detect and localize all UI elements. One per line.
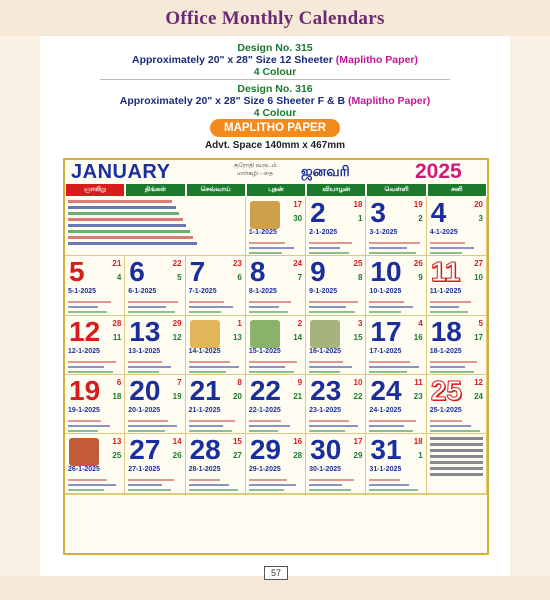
tamil-date: 13 <box>112 437 122 447</box>
design-315-colour: 4 Colour <box>253 66 297 78</box>
islamic-date: 13 <box>232 332 242 342</box>
tamil-date: 18 <box>353 200 363 209</box>
day-cell-30 <box>306 434 366 493</box>
day-notes <box>430 239 483 256</box>
design-316-size: Approximately 20" x 28" Size 6 Sheeter F & B <box>119 95 346 107</box>
tamil-date: 12 <box>474 378 483 387</box>
day-notes <box>68 298 121 315</box>
weekday-2: செவ்வாய் <box>187 184 245 196</box>
festival-notes-text <box>68 200 242 252</box>
islamic-date: 9 <box>418 273 423 283</box>
festival-picture <box>310 320 340 348</box>
islamic-date: 10 <box>474 273 483 283</box>
day-cell-2 <box>306 197 366 256</box>
day-number: 22 <box>249 375 281 406</box>
islamic-date: 1 <box>418 451 423 461</box>
design-316-block <box>40 83 510 119</box>
day-number: 6 <box>129 256 145 288</box>
day-cell-1 <box>246 197 306 256</box>
day-number: 20 <box>129 375 161 406</box>
day-cell-23 <box>306 375 366 434</box>
day-number: 31 <box>370 434 402 466</box>
divider <box>100 79 450 80</box>
festival-picture <box>190 320 220 348</box>
day-cell-4 <box>427 197 487 256</box>
design-316-colour: 4 Colour <box>253 107 297 119</box>
weekday-0: ஞாயிறு <box>66 184 124 196</box>
full-date: 13-1-2025 <box>128 347 161 355</box>
tamil-date: 28 <box>112 318 122 328</box>
full-date: 2-1-2025 <box>309 229 338 236</box>
festival-picture <box>250 320 280 348</box>
tamil-date: 15 <box>232 437 242 447</box>
day-notes <box>249 476 302 493</box>
tamil-date: 10 <box>353 378 363 387</box>
full-date: 30-1-2025 <box>309 466 342 474</box>
day-number: 8 <box>249 256 266 288</box>
day-cell-28 <box>186 434 246 493</box>
day-notes <box>309 298 362 315</box>
full-date: 23-1-2025 <box>309 407 342 414</box>
day-cell-22 <box>246 375 306 434</box>
day-notes <box>189 417 242 434</box>
calendar-grid <box>65 197 487 553</box>
tamil-year: குரோதி வருடம் <box>233 163 277 169</box>
day-cell-9 <box>306 256 366 315</box>
weekday-1: திங்கள் <box>126 184 184 196</box>
day-cell-27 <box>125 434 185 493</box>
tamil-date: 24 <box>293 259 303 269</box>
mini-calendar-grid <box>430 437 483 489</box>
day-number: 12 <box>69 315 101 347</box>
tamil-date: 2 <box>297 318 303 328</box>
day-cell-20 <box>125 375 185 434</box>
day-number: 17 <box>370 315 402 347</box>
festival-picture <box>69 438 99 466</box>
day-notes <box>68 358 121 375</box>
design-316-number: Design No. 316 <box>237 83 313 95</box>
day-cell-3 <box>366 197 426 256</box>
full-date: 19-1-2025 <box>68 407 100 414</box>
tamil-date: 23 <box>232 259 242 269</box>
full-date: 15-1-2025 <box>248 347 281 355</box>
islamic-date: 2 <box>418 214 423 223</box>
day-cell-10 <box>366 256 426 315</box>
next-month-mini-calendar <box>427 434 487 493</box>
day-number: 30 <box>310 434 342 466</box>
tamil-year-info <box>215 162 295 178</box>
full-date: 3-1-2025 <box>369 229 398 236</box>
day-notes <box>249 239 302 256</box>
day-notes <box>309 476 362 493</box>
islamic-date: 24 <box>474 392 483 401</box>
day-cell-19 <box>65 375 125 434</box>
tamil-date: 1 <box>237 318 242 328</box>
tamil-date: 27 <box>474 259 483 269</box>
weekday-row <box>65 184 487 196</box>
day-notes <box>369 298 422 315</box>
day-notes <box>369 476 422 493</box>
day-notes <box>309 239 362 256</box>
tamil-date: 26 <box>413 259 423 269</box>
islamic-date: 17 <box>474 332 483 342</box>
design-315-number: Design No. 315 <box>237 42 313 54</box>
day-cell-6 <box>125 256 185 315</box>
tamil-date: 8 <box>237 378 242 387</box>
tamil-date: 16 <box>293 437 303 447</box>
day-notes <box>128 417 181 434</box>
tamil-date: 17 <box>353 437 363 447</box>
right-margin <box>510 36 550 576</box>
full-date: 25-1-2025 <box>429 407 462 414</box>
design-316-paper: (Maplitho Paper) <box>347 95 431 107</box>
day-notes <box>369 358 422 375</box>
islamic-date: 12 <box>172 332 182 342</box>
calendar <box>63 158 489 555</box>
day-number: 18 <box>430 315 462 347</box>
month-name: JANUARY <box>71 161 171 183</box>
day-notes <box>68 476 121 493</box>
day-notes <box>249 417 302 434</box>
day-cell-12 <box>65 316 125 375</box>
day-cell-14 <box>186 316 246 375</box>
islamic-date: 30 <box>293 214 303 223</box>
islamic-date: 22 <box>353 392 363 401</box>
day-notes <box>369 417 422 434</box>
day-number: 19 <box>69 375 101 406</box>
day-cell-5 <box>65 256 125 315</box>
day-number: 28 <box>189 434 221 466</box>
islamic-date: 14 <box>293 332 303 342</box>
festival-picture <box>250 201 280 229</box>
full-date: 27-1-2025 <box>128 466 161 474</box>
tamil-month-range: மார்கழி - தை <box>237 171 273 177</box>
full-date: 4-1-2025 <box>429 229 458 236</box>
day-cell-8 <box>246 256 306 315</box>
day-number: 5 <box>69 256 85 288</box>
left-margin <box>0 36 40 576</box>
day-cell-13 <box>125 316 185 375</box>
islamic-date: 6 <box>237 273 242 283</box>
islamic-date: 27 <box>232 451 242 461</box>
full-date: 26-1-2025 <box>68 466 100 474</box>
day-notes <box>430 417 483 434</box>
day-cell-16 <box>306 316 366 375</box>
islamic-date: 21 <box>293 392 303 401</box>
empty-cell <box>366 494 426 495</box>
day-notes <box>189 358 242 375</box>
full-date: 7-1-2025 <box>188 288 217 296</box>
tamil-date: 18 <box>413 437 423 447</box>
day-notes <box>189 298 242 315</box>
empty-cell <box>427 494 487 495</box>
day-cell-24 <box>366 375 426 434</box>
day-number: 29 <box>249 434 281 466</box>
empty-cell <box>125 494 185 495</box>
day-number: 7 <box>189 256 206 288</box>
day-cell-7 <box>186 256 246 315</box>
day-notes <box>68 417 121 434</box>
day-number: 25 <box>430 375 462 406</box>
day-number: 21 <box>189 375 221 406</box>
tamil-date: 7 <box>177 378 182 387</box>
tamil-date: 21 <box>112 259 122 269</box>
tamil-date: 20 <box>474 200 483 209</box>
design-315-paper: (Maplitho Paper) <box>335 54 418 66</box>
empty-cell <box>246 494 306 495</box>
islamic-date: 23 <box>413 392 423 401</box>
day-notes <box>430 298 483 315</box>
islamic-date: 15 <box>353 332 363 342</box>
tamil-date: 11 <box>414 378 423 387</box>
day-notes <box>249 358 302 375</box>
empty-cell <box>186 494 246 495</box>
islamic-date: 20 <box>232 392 242 401</box>
day-cell-18 <box>427 316 487 375</box>
full-date: 28-1-2025 <box>188 466 221 474</box>
tamil-date: 25 <box>353 259 363 269</box>
tamil-date: 17 <box>293 200 303 209</box>
day-cell-29 <box>246 434 306 493</box>
tamil-date: 19 <box>413 200 423 209</box>
tamil-date: 22 <box>172 259 182 269</box>
tamil-date: 5 <box>478 318 483 328</box>
day-number: 3 <box>370 197 386 228</box>
full-date: 22-1-2025 <box>248 407 281 414</box>
day-notes <box>128 358 181 375</box>
weekday-4: வியாழன் <box>307 184 365 196</box>
paper-badge: MAPLITHO PAPER <box>210 119 340 137</box>
day-notes <box>430 358 483 375</box>
islamic-date: 11 <box>112 332 122 342</box>
day-number: 2 <box>310 197 326 228</box>
full-date: 16-1-2025 <box>309 347 342 355</box>
islamic-date: 25 <box>112 451 122 461</box>
full-date: 6-1-2025 <box>128 288 157 296</box>
islamic-date: 18 <box>112 392 122 401</box>
full-date: 20-1-2025 <box>128 407 161 414</box>
full-date: 14-1-2025 <box>188 347 221 355</box>
islamic-date: 29 <box>353 451 363 461</box>
day-number: 27 <box>129 434 161 466</box>
day-notes <box>189 476 242 493</box>
full-date: 11-1-2025 <box>429 288 462 296</box>
islamic-date: 28 <box>293 451 303 461</box>
empty-cell <box>306 494 366 495</box>
day-cell-17 <box>366 316 426 375</box>
islamic-date: 5 <box>177 273 182 283</box>
full-date: 24-1-2025 <box>369 407 402 414</box>
day-notes <box>128 298 181 315</box>
page-number: 57 <box>264 566 288 580</box>
advt-space-label: Advt. Space 140mm x 467mm <box>204 140 346 151</box>
islamic-date: 1 <box>357 214 363 223</box>
weekday-3: புதன் <box>247 184 305 196</box>
islamic-date: 26 <box>172 451 182 461</box>
tamil-date: 9 <box>297 378 303 387</box>
tamil-date: 6 <box>116 378 122 387</box>
day-notes <box>309 417 362 434</box>
tamil-date: 3 <box>357 318 363 328</box>
day-notes <box>128 476 181 493</box>
islamic-date: 3 <box>478 214 483 223</box>
day-number: 11 <box>430 256 461 288</box>
full-date: 31-1-2025 <box>369 466 402 474</box>
empty-cell <box>65 494 125 495</box>
day-number: 10 <box>370 256 402 288</box>
islamic-date: 8 <box>357 273 363 283</box>
full-date: 9-1-2025 <box>309 288 338 296</box>
day-cell-31 <box>366 434 426 493</box>
page-title: Office Monthly Calendars <box>165 8 385 29</box>
day-notes <box>369 239 422 256</box>
day-number: 9 <box>310 256 326 288</box>
full-date: 17-1-2025 <box>369 347 402 355</box>
day-cell-11 <box>427 256 487 315</box>
day-cell-15 <box>246 316 306 375</box>
full-date: 29-1-2025 <box>248 466 281 474</box>
tamil-date: 4 <box>418 318 423 328</box>
day-number: 23 <box>310 375 342 406</box>
islamic-date: 16 <box>413 332 423 342</box>
day-notes <box>249 298 302 315</box>
full-date: 1-1-2025 <box>248 229 277 236</box>
day-cell-21 <box>186 375 246 434</box>
full-date: 18-1-2025 <box>429 347 462 355</box>
catalog-sheet <box>40 36 510 576</box>
tamil-date: 14 <box>172 437 182 447</box>
day-number: 24 <box>370 375 402 406</box>
design-315-size: Approximately 20" x 28" Size 12 Sheeter <box>132 54 333 66</box>
full-date: 21-1-2025 <box>188 407 221 414</box>
weekday-6: சனி <box>428 184 486 196</box>
full-date: 12-1-2025 <box>68 347 100 355</box>
year: 2025 <box>415 160 462 183</box>
day-number: 13 <box>129 315 161 347</box>
day-cell-26 <box>65 434 125 493</box>
tamil-month-name: ஜனவரி <box>301 163 350 179</box>
day-number: 4 <box>430 197 447 228</box>
islamic-date: 7 <box>297 273 303 283</box>
islamic-date: 4 <box>116 273 122 283</box>
day-notes <box>309 358 362 375</box>
islamic-date: 19 <box>172 392 182 401</box>
tamil-date: 29 <box>172 318 182 328</box>
calendar-header <box>65 160 487 184</box>
full-date: 10-1-2025 <box>369 288 402 296</box>
full-date: 5-1-2025 <box>68 288 97 296</box>
festival-notes-block <box>65 197 246 256</box>
design-315-block <box>40 42 510 78</box>
day-cell-25 <box>427 375 487 434</box>
weekday-5: வெள்ளி <box>367 184 425 196</box>
header-band <box>0 0 550 36</box>
full-date: 8-1-2025 <box>248 288 277 296</box>
